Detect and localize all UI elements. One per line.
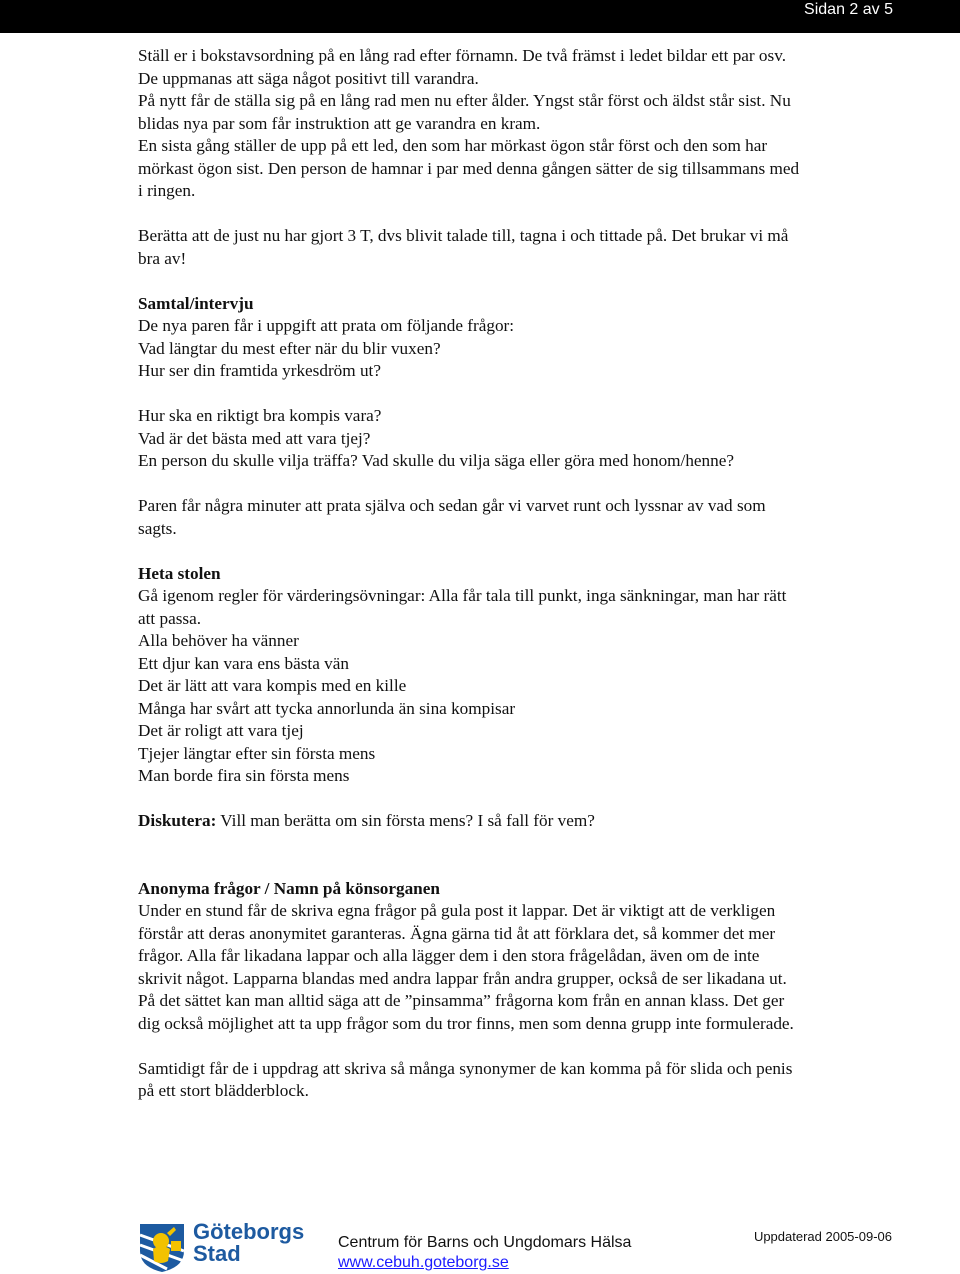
text-line: förstår att deras anonymitet garanteras. Ägna gärna tid åt att förklara det, så kommer det mer	[138, 923, 776, 943]
document-body	[138, 45, 888, 1103]
text-line: Gå igenom regler för värderingsövningar: Alla får tala till punkt, inga sänkningar, man har rätt	[138, 586, 787, 605]
text-line: frågor. Alla får likadana lappar och alla lägger dem i den stora frågelådan, även om de inte	[138, 946, 760, 965]
statement-item: Alla behöver ha vänner	[138, 631, 299, 650]
text-line: blidas nya par som får instruktion att ge varandra en kram.	[138, 113, 541, 133]
text-line: dig också möjlighet att ta upp frågor som du tror finns, men som denna grupp inte formulerade.	[138, 1013, 794, 1033]
page-footer	[0, 1215, 960, 1274]
updated-date: Uppdaterad 2005-09-06	[753, 1229, 892, 1244]
website-link[interactable]: www.cebuh.goteborg.se	[338, 1254, 509, 1271]
diskutera-label: Diskutera:	[138, 811, 217, 830]
text-line: En sista gång ställer de upp på ett led, den som har mörkast ögon står först och den som har	[138, 136, 768, 155]
text-line: Paren får några minuter att prata själva och sedan går vi varvet runt och lyssnar av vad som	[138, 496, 766, 515]
org-info	[338, 1233, 631, 1273]
statement-item: Tjejer längtar efter sin första mens	[138, 743, 376, 763]
text-line: En person du skulle vilja träffa? Vad skulle du vilja säga eller göra med honom/henne?	[138, 451, 734, 470]
statement-item: Många har svårt att tycka annorlunda än sina kompisar	[138, 698, 516, 718]
text-line: Samtidigt får de i uppdrag att skriva så många synonymer de kan komma på för slida och penis	[138, 1058, 793, 1078]
text-line: att passa.	[138, 608, 202, 628]
text-line: Hur ser din framtida yrkesdröm ut?	[138, 361, 381, 380]
logo-line-1: Göteborgs	[193, 1219, 305, 1244]
top-bar	[0, 0, 960, 33]
statement-item: Det är roligt att vara tjej	[138, 721, 304, 740]
section-heading-heta-stolen: Heta stolen	[138, 563, 221, 583]
page-indicator: Sidan 2 av 5	[804, 1, 893, 18]
city-crest-icon	[137, 1221, 187, 1273]
diskutera-line	[138, 810, 888, 833]
text-line: i ringen.	[138, 181, 196, 200]
statement-item: Man borde fira sin första mens	[138, 766, 350, 785]
logo-wordmark	[193, 1221, 304, 1265]
org-name: Centrum för Barns och Ungdomars Hälsa	[338, 1234, 632, 1251]
diskutera-text: Vill man berätta om sin första mens? I så fall för vem?	[216, 811, 595, 830]
statement-item: Ett djur kan vara ens bästa vän	[138, 653, 349, 673]
text-line: På det sättet kan man alltid säga att de ”pinsamma” frågorna kom från en annan klass. Det ger	[138, 991, 785, 1010]
text-line: Ställ er i bokstavsordning på en lång rad efter förnamn. De två främst i ledet bildar ett par osv.	[138, 46, 786, 65]
logo-line-2: Stad	[193, 1241, 241, 1266]
statement-item: Det är lätt att vara kompis med en kille	[138, 676, 407, 695]
text-line: Vad är det bästa med att vara tjej?	[138, 428, 371, 448]
text-line: skrivit något. Lapparna blandas med andra lappar från andra grupper, också de ser likadana ut.	[138, 968, 787, 988]
text-line: bra av!	[138, 248, 187, 268]
text-line: Vad längtar du mest efter när du blir vuxen?	[138, 338, 441, 358]
text-line: De nya paren får i uppgift att prata om följande frågor:	[138, 316, 515, 335]
text-line: Hur ska en riktigt bra kompis vara?	[138, 406, 382, 425]
text-line: sagts.	[138, 518, 177, 538]
text-line: Berätta att de just nu har gjort 3 T, dvs blivit talade till, tagna i och tittade på. Det brukar vi må	[138, 226, 789, 245]
text-line: På nytt får de ställa sig på en lång rad men nu efter ålder. Yngst står först och äldst står sist. Nu	[138, 91, 791, 110]
text-line: på ett stort blädderblock.	[138, 1081, 309, 1100]
text-line: mörkast ögon sist. Den person de hamnar i par med denna gången sätter de sig tillsammans med	[138, 158, 800, 178]
section-heading-samtal: Samtal/intervju	[138, 293, 254, 313]
section-heading-anonyma: Anonyma frågor / Namn på könsorganen	[138, 878, 440, 898]
text-line: De uppmanas att säga något positivt till varandra.	[138, 68, 479, 88]
text-line: Under en stund får de skriva egna frågor på gula post it lappar. Det är viktigt att de verkligen	[138, 901, 776, 920]
goteborgs-stad-logo	[137, 1219, 305, 1273]
